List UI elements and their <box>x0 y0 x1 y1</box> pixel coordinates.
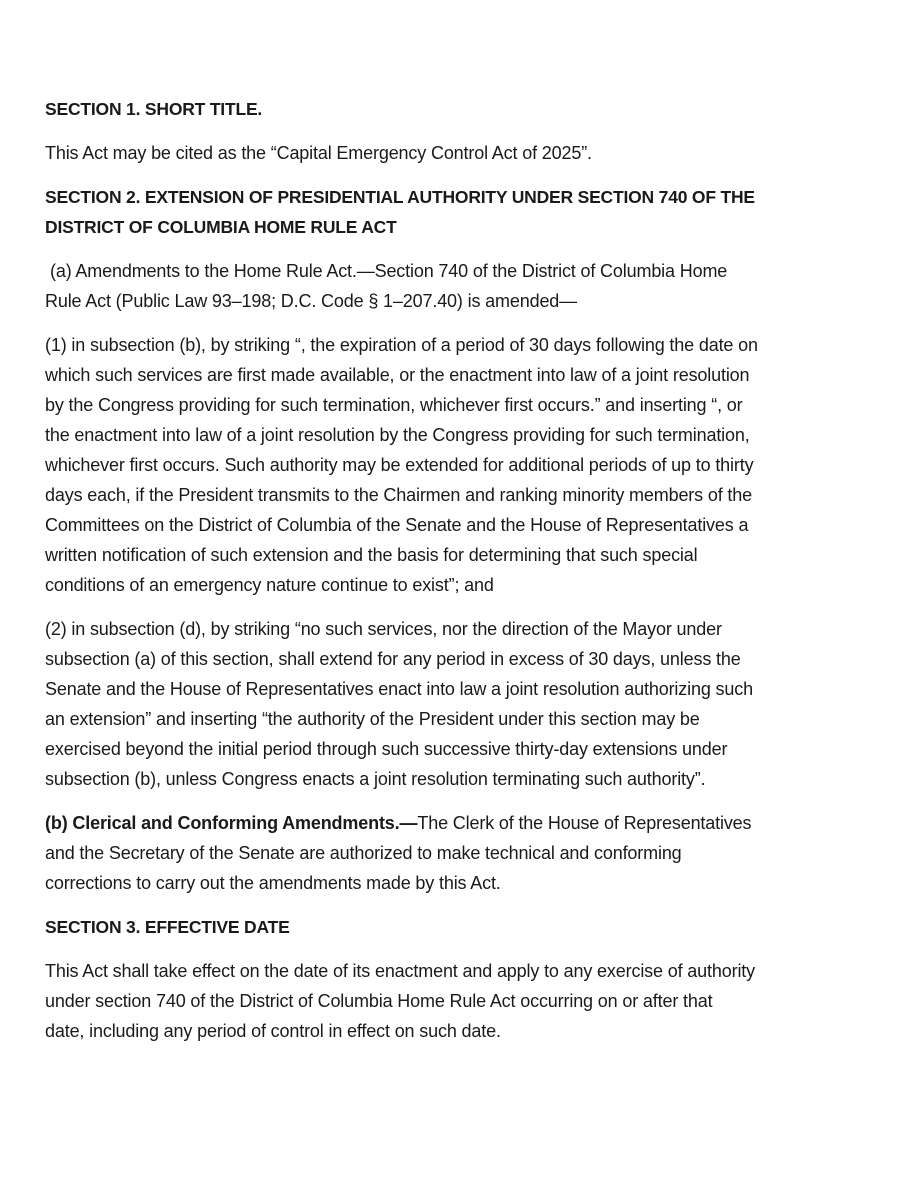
body-line: Senate and the House of Representatives enact into law a joint resolution authorizing such <box>45 679 753 699</box>
body-line: conditions of an emergency nature continue to exist”; and <box>45 575 494 595</box>
body-line: whichever first occurs. Such authority may be extended for additional periods of up to thirty <box>45 455 754 475</box>
subsection-b <box>45 808 875 898</box>
body-line: Committees on the District of Columbia of the Senate and the House of Representatives a <box>45 515 749 535</box>
heading-line: SECTION 1. SHORT TITLE. <box>45 99 263 119</box>
body-line: (2) in subsection (d), by striking “no such services, nor the direction of the Mayor under <box>45 619 722 639</box>
section-2-heading <box>45 182 875 242</box>
body-line: exercised beyond the initial period through such successive thirty-day extensions under <box>45 739 728 759</box>
heading-line: SECTION 2. EXTENSION OF PRESIDENTIAL AUTHORITY UNDER SECTION 740 OF THE <box>45 187 755 207</box>
body-line: (1) in subsection (b), by striking “, the expiration of a period of 30 days following the date on <box>45 335 758 355</box>
subsection-b-title: (b) Clerical and Conforming Amendments.— <box>45 813 418 833</box>
heading-line: DISTRICT OF COLUMBIA HOME RULE ACT <box>45 217 397 237</box>
body-line: the enactment into law of a joint resolution by the Congress providing for such termination, <box>45 425 750 445</box>
paragraph-2 <box>45 614 875 794</box>
body-line: (a) Amendments to the Home Rule Act.—Section 740 of the District of Columbia Home <box>50 261 728 281</box>
heading-line: SECTION 3. EFFECTIVE DATE <box>45 917 290 937</box>
body-line: an extension” and inserting “the authority of the President under this section may be <box>45 709 700 729</box>
section-3-body <box>45 956 875 1046</box>
section-1-body <box>45 138 875 168</box>
subsection-a <box>45 256 875 316</box>
body-line: Rule Act (Public Law 93–198; D.C. Code § 1–207.40) is amended— <box>45 291 578 311</box>
body-line: This Act shall take effect on the date of its enactment and apply to any exercise of authority <box>45 961 755 981</box>
section-1-heading <box>45 94 875 124</box>
body-line: which such services are first made available, or the enactment into law of a joint resolution <box>45 365 750 385</box>
body-line: written notification of such extension and the basis for determining that such special <box>45 545 698 565</box>
body-line: under section 740 of the District of Columbia Home Rule Act occurring on or after that <box>45 991 713 1011</box>
body-line: subsection (a) of this section, shall extend for any period in excess of 30 days, unless the <box>45 649 741 669</box>
document-page <box>45 94 875 1060</box>
section-3-heading <box>45 912 875 942</box>
body-line: This Act may be cited as the “Capital Emergency Control Act of 2025”. <box>45 143 592 163</box>
body-line: by the Congress providing for such termination, whichever first occurs.” and inserting “, or <box>45 395 743 415</box>
body-line: and the Secretary of the Senate are authorized to make technical and conforming <box>45 843 682 863</box>
body-line: days each, if the President transmits to the Chairmen and ranking minority members of the <box>45 485 752 505</box>
subsection-b-text: The Clerk of the House of Representatives <box>417 813 752 833</box>
body-line <box>45 808 875 838</box>
paragraph-1 <box>45 330 875 600</box>
body-line: date, including any period of control in effect on such date. <box>45 1021 501 1041</box>
body-line: subsection (b), unless Congress enacts a joint resolution terminating such authority”. <box>45 769 706 789</box>
body-line: corrections to carry out the amendments made by this Act. <box>45 873 501 893</box>
